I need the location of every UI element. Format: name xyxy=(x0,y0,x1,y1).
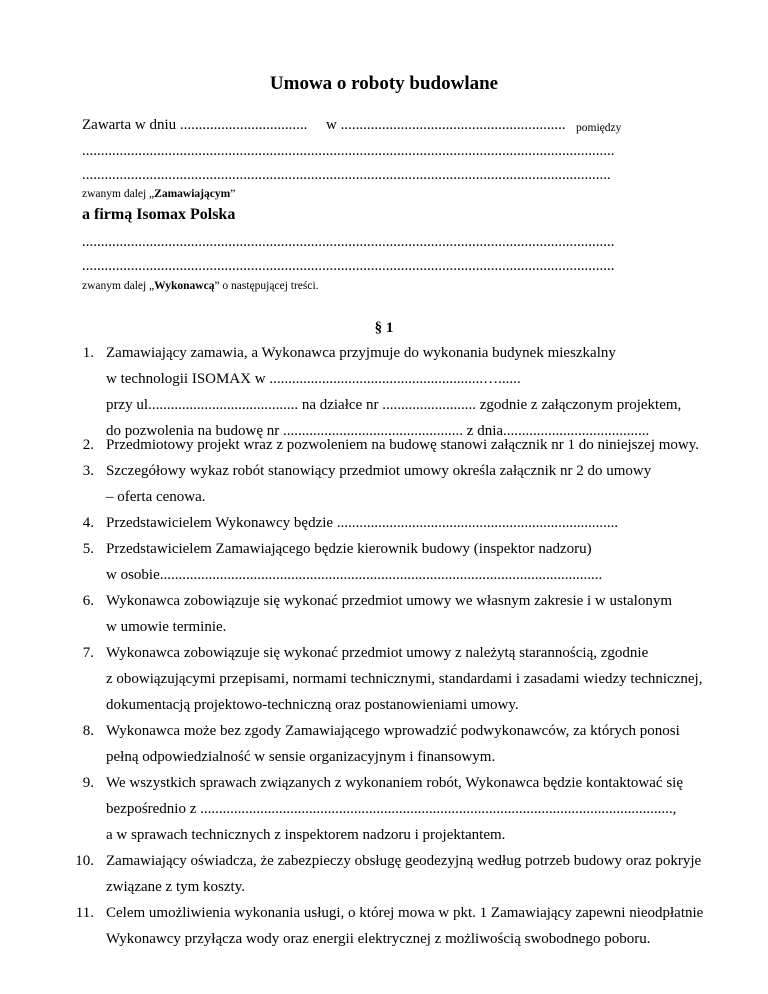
item-text-line: pełną odpowiedzialność w sensie organizacyjnym i finansowym. xyxy=(106,749,496,765)
item-text-line: w umowie terminie. xyxy=(106,619,227,635)
item-text-line: w technologii ISOMAX w .........................................................…...... xyxy=(106,371,521,387)
item-text-line: przy ul........................................ na działce nr ......................... zgodnie z załączonym projektem, xyxy=(106,397,682,413)
wykonawca-suffix: ” o następującej treści. xyxy=(214,280,319,292)
party1-line-2: ............................................................................................................................................. xyxy=(82,167,611,183)
item-text-line: z obowiązującymi przepisami, normami technicznymi, standardami i zasadami wiedzy technicznej, xyxy=(106,671,703,687)
item-text-line: Szczegółowy wykaz robót stanowiący przedmiot umowy określa załącznik nr 2 do umowy xyxy=(106,463,652,479)
wykonawca-prefix: zwanym dalej „ xyxy=(82,280,155,292)
item-number: 3. xyxy=(82,463,94,479)
item-text-line: a w sprawach technicznych z inspektorem nadzoru i projektantem. xyxy=(106,827,506,843)
item-number: 1. xyxy=(82,345,94,361)
item-text-line: w osobie...................................................................................................................... xyxy=(106,567,603,583)
item-text-line: bezpośrednio z .............................................................................................................................., xyxy=(106,801,677,817)
party2-line-2: .............................................................................................................................................. xyxy=(82,258,615,274)
item-text-line: do pozwolenia na budowę nr ................................................ z dnia....................................... xyxy=(106,423,650,439)
item-text-line: Przedstawicielem Wykonawcy będzie ........................................................................... xyxy=(106,515,619,531)
item-text-line: Zamawiający oświadcza, że zabezpieczy obsługę geodezyjną według potrzeb budowy oraz pokryje xyxy=(106,853,702,869)
item-text-line: Wykonawca może bez zgody Zamawiającego wprowadzić podwykonawców, za których ponosi xyxy=(106,723,680,739)
wykonawca-term: Wykonawcą xyxy=(154,280,215,292)
zamawiajacy-definition xyxy=(82,185,235,203)
item-text-line: dokumentacją projektowo-techniczną oraz postanowieniami umowy. xyxy=(106,697,519,713)
item-number: 5. xyxy=(82,541,94,557)
section-heading: § 1 xyxy=(374,320,394,336)
item-number: 6. xyxy=(82,593,94,609)
item-text-line: – oferta cenowa. xyxy=(106,489,206,505)
party1-line-1: .............................................................................................................................................. xyxy=(82,143,615,159)
item-number: 4. xyxy=(82,515,94,531)
document-title: Umowa o roboty budowlane xyxy=(269,73,499,94)
item-text-line: Przedstawicielem Zamawiającego będzie kierownik budowy (inspektor nadzoru) xyxy=(106,541,592,557)
contractor-firm: a firmą Isomax Polska xyxy=(82,206,236,223)
item-number: 7. xyxy=(82,645,94,661)
between-label: pomiędzy xyxy=(576,122,622,134)
item-text-line: Przedmiotowy projekt wraz z pozwoleniem na budowę stanowi załącznik nr 1 do niniejszej mowy. xyxy=(106,437,700,453)
item-text-line: We wszystkich sprawach związanych z wykonaniem robót, Wykonawca będzie kontaktować się xyxy=(106,775,683,791)
item-number: 8. xyxy=(82,723,94,739)
zamawiajacy-prefix: zwanym dalej „ xyxy=(82,188,155,200)
item-text-line: Wykonawca zobowiązuje się wykonać przedmiot umowy we własnym zakresie i w ustalonym xyxy=(106,593,673,609)
item-number: 11. xyxy=(75,905,94,921)
item-text-line: Wykonawca zobowiązuje się wykonać przedmiot umowy z należytą starannością, zgodnie xyxy=(106,645,649,661)
item-text-line: Celem umożliwienia wykonania usługi, o której mowa w pkt. 1 Zamawiający zapewni nieodpłatnie xyxy=(106,905,704,921)
date-line-label: Zawarta w dniu .................................. xyxy=(82,117,308,133)
place-line-label: w ............................................................ xyxy=(326,117,566,133)
item-text-line: Wykonawcy przyłącza wody oraz energii elektrycznej z możliwością swobodnego poboru. xyxy=(106,931,651,947)
item-text-line: związane z tym koszty. xyxy=(106,879,245,895)
item-number: 2. xyxy=(82,437,94,453)
zamawiajacy-term: Zamawiającym xyxy=(154,188,231,200)
item-number: 9. xyxy=(82,775,94,791)
party2-line-1: .............................................................................................................................................. xyxy=(82,234,615,250)
item-number: 10. xyxy=(75,853,94,869)
wykonawca-definition xyxy=(82,277,319,295)
item-text-line: Zamawiający zamawia, a Wykonawca przyjmuje do wykonania budynek mieszkalny xyxy=(106,345,616,361)
zamawiajacy-suffix: ” xyxy=(230,188,236,200)
